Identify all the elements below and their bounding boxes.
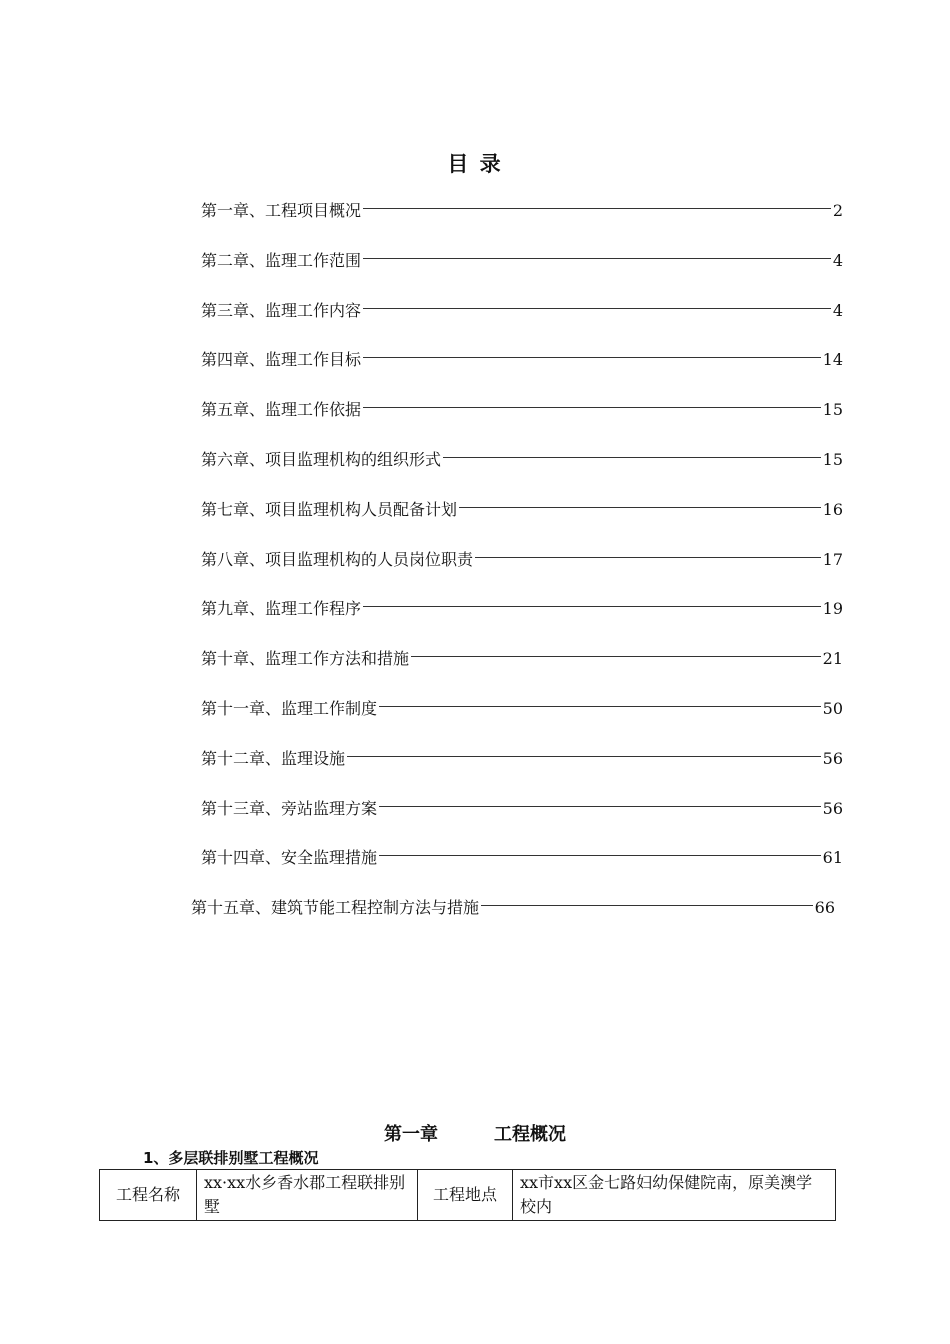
toc-entry-page: 19 bbox=[822, 599, 843, 618]
toc-entry-page: 56 bbox=[822, 799, 843, 818]
toc-entry[interactable] bbox=[201, 548, 843, 572]
toc-entry[interactable] bbox=[191, 896, 835, 920]
toc-dot-leader bbox=[363, 308, 831, 309]
toc-dot-leader bbox=[363, 208, 831, 209]
toc-entry-page: 4 bbox=[832, 301, 843, 320]
toc-entry-label: 第八章、项目监理机构的人员岗位职责 bbox=[201, 550, 474, 569]
toc-dot-leader bbox=[379, 855, 821, 856]
toc-entry-page: 61 bbox=[822, 848, 843, 867]
toc-entry-page: 56 bbox=[822, 749, 843, 768]
toc-entry-page: 50 bbox=[822, 699, 843, 718]
toc-dot-leader bbox=[443, 457, 821, 458]
toc-entry-label: 第九章、监理工作程序 bbox=[201, 599, 362, 618]
toc-entry-page: 16 bbox=[822, 500, 843, 519]
table-row bbox=[100, 1170, 836, 1221]
toc-entry[interactable] bbox=[201, 747, 843, 771]
toc-entry-label: 第六章、项目监理机构的组织形式 bbox=[201, 450, 442, 469]
toc-entry-label: 第七章、项目监理机构人员配备计划 bbox=[201, 500, 458, 519]
toc-entry[interactable] bbox=[201, 249, 843, 273]
toc-dot-leader bbox=[363, 407, 821, 408]
toc-title: 目 录 bbox=[447, 152, 503, 176]
toc-entry-page: 17 bbox=[822, 550, 843, 569]
project-name-label: 工程名称 bbox=[100, 1170, 197, 1221]
toc-dot-leader bbox=[411, 656, 821, 657]
toc-entry[interactable] bbox=[201, 199, 843, 223]
toc-entry-label: 第十章、监理工作方法和措施 bbox=[201, 649, 410, 668]
toc-entry[interactable] bbox=[201, 299, 843, 323]
toc-entry-label: 第十四章、安全监理措施 bbox=[201, 848, 378, 867]
chapter-number: 第一章 bbox=[384, 1124, 438, 1145]
toc-entry-label: 第十三章、旁站监理方案 bbox=[201, 799, 378, 818]
toc-dot-leader bbox=[363, 606, 821, 607]
toc-entry-page: 15 bbox=[822, 400, 843, 419]
toc-dot-leader bbox=[481, 905, 813, 906]
toc-entry-label: 第十五章、建筑节能工程控制方法与措施 bbox=[191, 898, 480, 917]
project-overview-table bbox=[99, 1169, 836, 1221]
toc-entry[interactable] bbox=[201, 597, 843, 621]
toc-entry-label: 第四章、监理工作目标 bbox=[201, 350, 362, 369]
toc-entry[interactable] bbox=[201, 498, 843, 522]
toc-entry[interactable] bbox=[201, 797, 843, 821]
toc-entry[interactable] bbox=[201, 348, 843, 372]
toc-entry[interactable] bbox=[201, 647, 843, 671]
toc-entry-page: 21 bbox=[822, 649, 843, 668]
toc-entry-label: 第二章、监理工作范围 bbox=[201, 251, 362, 270]
toc-entry-label: 第十二章、监理设施 bbox=[201, 749, 346, 768]
toc-entry[interactable] bbox=[201, 398, 843, 422]
toc-entry[interactable] bbox=[201, 846, 843, 870]
toc-entry-page: 4 bbox=[832, 251, 843, 270]
toc-entry-label: 第五章、监理工作依据 bbox=[201, 400, 362, 419]
toc-dot-leader bbox=[379, 806, 821, 807]
toc-entry-page: 14 bbox=[822, 350, 843, 369]
toc-dot-leader bbox=[475, 557, 821, 558]
toc-dot-leader bbox=[379, 706, 821, 707]
project-name-value: xx·xx水乡香水郡工程联排别墅 bbox=[197, 1170, 418, 1221]
project-location-label: 工程地点 bbox=[418, 1170, 513, 1221]
toc-entry-page: 66 bbox=[814, 898, 835, 917]
toc-dot-leader bbox=[347, 756, 821, 757]
toc-dot-leader bbox=[363, 357, 821, 358]
toc-entry-page: 15 bbox=[822, 450, 843, 469]
section-heading: 1、多层联排别墅工程概况 bbox=[143, 1149, 319, 1167]
toc-dot-leader bbox=[363, 258, 831, 259]
toc-entry-page: 2 bbox=[832, 201, 843, 220]
chapter-title: 工程概况 bbox=[494, 1124, 566, 1145]
toc-entry[interactable] bbox=[201, 697, 843, 721]
toc-dot-leader bbox=[459, 507, 821, 508]
toc-entry-label: 第三章、监理工作内容 bbox=[201, 301, 362, 320]
toc-entry[interactable] bbox=[201, 448, 843, 472]
toc-entry-label: 第一章、工程项目概况 bbox=[201, 201, 362, 220]
chapter-heading bbox=[0, 1120, 950, 1146]
project-location-value: xx市xx区金七路妇幼保健院南，原美澳学校内 bbox=[513, 1170, 836, 1221]
toc-entry-label: 第十一章、监理工作制度 bbox=[201, 699, 378, 718]
